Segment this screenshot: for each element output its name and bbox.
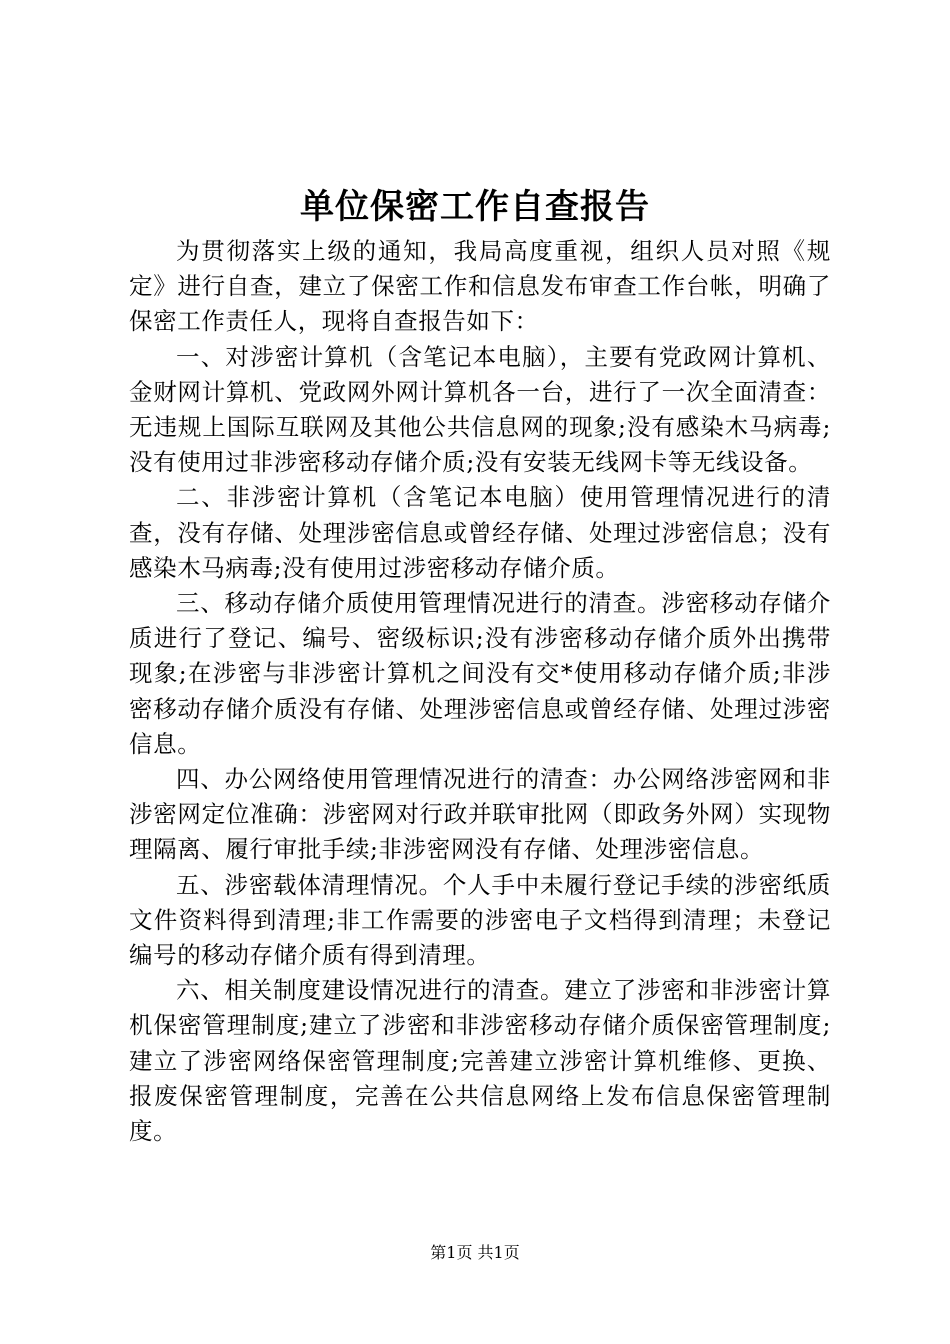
section-2-paragraph: 二、非涉密计算机（含笔记本电脑）使用管理情况进行的清查，没有存储、处理涉密信息或曾经存储、处理过涉密信息；没有感染木马病毒;没有使用过涉密移动存储介质。 xyxy=(129,483,831,582)
section-5-paragraph: 五、涉密载体清理情况。个人手中未履行登记手续的涉密纸质文件资料得到清理;非工作需要的涉密电子文档得到清理；未登记编号的移动存储介质有得到清理。 xyxy=(129,870,831,970)
section-6-paragraph: 六、相关制度建设情况进行的清查。建立了涉密和非涉密计算机保密管理制度;建立了涉密和非涉密移动存储介质保密管理制度;建立了涉密网络保密管理制度;完善建立涉密计算机维修、更换、报废保密管理制度，完善在公共信息网络上发布信息保密管理制度。 xyxy=(129,976,831,1146)
document-body xyxy=(129,234,831,1149)
section-4-paragraph: 四、办公网络使用管理情况进行的清查：办公网络涉密网和非涉密网定位准确：涉密网对行政并联审批网（即政务外网）实现物理隔离、履行审批手续;非涉密网没有存储、处理涉密信息。 xyxy=(129,765,831,864)
intro-paragraph: 为贯彻落实上级的通知，我局高度重视，组织人员对照《规定》进行自查，建立了保密工作和信息发布审查工作台帐，明确了保密工作责任人，现将自查报告如下： xyxy=(129,237,831,336)
section-1-paragraph: 一、对涉密计算机（含笔记本电脑），主要有党政网计算机、金财网计算机、党政网外网计算机各一台，进行了一次全面清查：无违规上国际互联网及其他公共信息网的现象;没有感染木马病毒;没有使用过非涉密移动存储介质;没有安装无线网卡等无线设备。 xyxy=(129,342,831,477)
section-3-paragraph: 三、移动存储介质使用管理情况进行的清查。涉密移动存储介质进行了登记、编号、密级标识;没有涉密移动存储介质外出携带现象;在涉密与非涉密计算机之间没有交*使用移动存储介质;非涉密移动存储介质没有存储、处理涉密信息或曾经存储、处理过涉密信息。 xyxy=(129,589,831,758)
page-title: 单位保密工作自查报告 xyxy=(300,187,650,227)
page-number-footer: 第1页 共1页 xyxy=(430,1243,520,1262)
